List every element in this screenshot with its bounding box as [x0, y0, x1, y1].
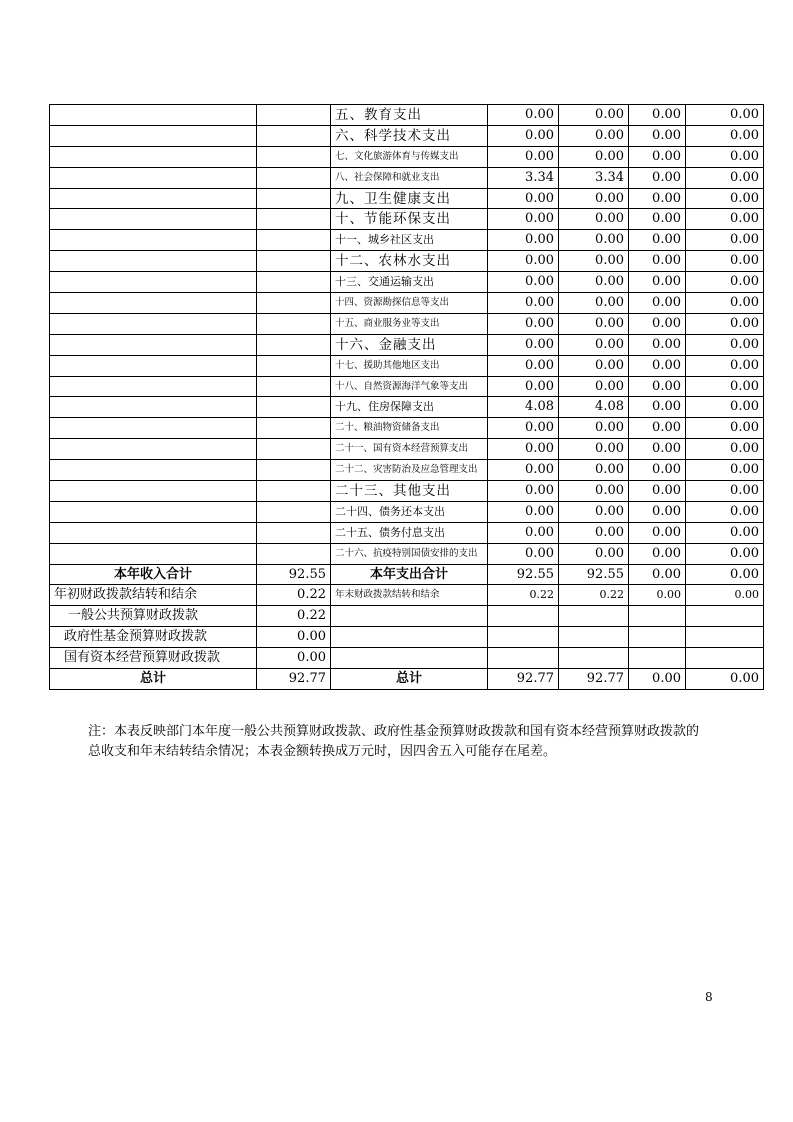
expenditure-value-2: 0.00: [559, 272, 629, 293]
empty-cell: [257, 167, 331, 188]
table-row: [50, 188, 764, 209]
empty-cell: [686, 627, 764, 648]
expenditure-value-1: 0.00: [488, 105, 559, 126]
table-row-income-total: [50, 564, 764, 585]
expenditure-item-label: 六、科学技术支出: [331, 125, 488, 146]
table-row: [50, 105, 764, 126]
table-row-general-budget: [50, 606, 764, 627]
expenditure-value-3: 0.00: [629, 376, 686, 397]
empty-cell: [629, 627, 686, 648]
empty-cell: [559, 627, 629, 648]
expenditure-value-1: 0.00: [488, 209, 559, 230]
expenditure-value-2: 0.00: [559, 418, 629, 439]
table-row: [50, 439, 764, 460]
expenditure-value-4: 0.00: [686, 209, 764, 230]
table-row: [50, 167, 764, 188]
grand-total-value-left: 92.77: [257, 669, 331, 690]
expenditure-value-1: 0.00: [488, 251, 559, 272]
table-row: [50, 125, 764, 146]
empty-cell: [50, 272, 257, 293]
expenditure-value-1: 0.00: [488, 146, 559, 167]
expenditure-value-2: 0.00: [559, 355, 629, 376]
expenditure-value-3: 0.00: [629, 397, 686, 418]
expenditure-value-4: 0.00: [686, 439, 764, 460]
table-row: [50, 313, 764, 334]
expenditure-item-label: 二十、粮油物资储备支出: [331, 418, 488, 439]
empty-cell: [50, 418, 257, 439]
expenditure-value-1: 0.00: [488, 334, 559, 355]
expenditure-item-label: 十二、农林水支出: [331, 251, 488, 272]
expenditure-item-label: 十八、自然资源海洋气象等支出: [331, 376, 488, 397]
grand-total-label-right: 总计: [331, 669, 488, 690]
expenditure-item-label: 十三、交通运输支出: [331, 272, 488, 293]
expenditure-item-label: 九、卫生健康支出: [331, 188, 488, 209]
expenditure-value-1: 0.00: [488, 355, 559, 376]
expenditure-value-1: 0.00: [488, 272, 559, 293]
table-row: [50, 209, 764, 230]
table-note: [88, 722, 728, 762]
expenditure-value-2: 0.00: [559, 251, 629, 272]
empty-cell: [257, 460, 331, 481]
empty-cell: [257, 481, 331, 502]
general-budget-value: 0.22: [257, 606, 331, 627]
beginning-balance-value: 0.22: [257, 585, 331, 606]
expenditure-value-4: 0.00: [686, 501, 764, 522]
expenditure-value-2: 0.00: [559, 209, 629, 230]
empty-cell: [257, 293, 331, 314]
table-row: [50, 230, 764, 251]
table-row-balance: [50, 585, 764, 606]
expenditure-value-1: 0.00: [488, 522, 559, 543]
expenditure-value-4: 0.00: [686, 334, 764, 355]
empty-cell: [50, 125, 257, 146]
expenditure-value-4: 0.00: [686, 481, 764, 502]
empty-cell: [257, 313, 331, 334]
expenditure-value-1: 0.00: [488, 460, 559, 481]
empty-cell: [257, 418, 331, 439]
expenditure-value-4: 0.00: [686, 251, 764, 272]
empty-cell: [50, 543, 257, 564]
empty-cell: [257, 105, 331, 126]
expenditure-value-1: 0.00: [488, 313, 559, 334]
expenditure-value-4: 0.00: [686, 543, 764, 564]
empty-cell: [50, 439, 257, 460]
expense-total-v4: 0.00: [686, 564, 764, 585]
expenditure-value-4: 0.00: [686, 146, 764, 167]
expenditure-value-2: 0.00: [559, 293, 629, 314]
expense-total-v3: 0.00: [629, 564, 686, 585]
expenditure-value-2: 0.00: [559, 125, 629, 146]
expenditure-value-2: 0.00: [559, 501, 629, 522]
empty-cell: [50, 230, 257, 251]
empty-cell: [331, 648, 488, 669]
general-budget-label: 一般公共预算财政拨款: [50, 606, 257, 627]
expenditure-value-1: 0.00: [488, 376, 559, 397]
expenditure-value-3: 0.00: [629, 146, 686, 167]
empty-cell: [331, 606, 488, 627]
empty-cell: [257, 188, 331, 209]
empty-cell: [50, 397, 257, 418]
expense-total-v1: 92.55: [488, 564, 559, 585]
grand-total-v2: 92.77: [559, 669, 629, 690]
expenditure-value-2: 0.00: [559, 439, 629, 460]
expenditure-value-1: 0.00: [488, 439, 559, 460]
note-line-1: 注：本表反映部门本年度一般公共预算财政拨款、政府性基金预算财政拨款和国有资本经营预算财政拨款的: [88, 724, 700, 739]
expenditure-value-4: 0.00: [686, 397, 764, 418]
ending-balance-v1: 0.22: [488, 585, 559, 606]
expenditure-item-label: 二十六、抗疫特别国债安排的支出: [331, 543, 488, 564]
expenditure-value-3: 0.00: [629, 167, 686, 188]
empty-cell: [257, 439, 331, 460]
expenditure-value-2: 0.00: [559, 376, 629, 397]
table-row: [50, 397, 764, 418]
expenditure-value-1: 0.00: [488, 125, 559, 146]
empty-cell: [488, 648, 559, 669]
empty-cell: [257, 522, 331, 543]
expenditure-value-3: 0.00: [629, 418, 686, 439]
expenditure-value-4: 0.00: [686, 460, 764, 481]
gov-fund-value: 0.00: [257, 627, 331, 648]
expenditure-value-4: 0.00: [686, 167, 764, 188]
expenditure-value-2: 0.00: [559, 230, 629, 251]
expenditure-value-1: 0.00: [488, 188, 559, 209]
expenditure-item-label: 二十三、其他支出: [331, 481, 488, 502]
table-row: [50, 481, 764, 502]
table-row: [50, 251, 764, 272]
empty-cell: [686, 606, 764, 627]
table-row: [50, 522, 764, 543]
expenditure-value-2: 4.08: [559, 397, 629, 418]
income-total-value: 92.55: [257, 564, 331, 585]
empty-cell: [50, 209, 257, 230]
expenditure-value-4: 0.00: [686, 125, 764, 146]
expenditure-value-4: 0.00: [686, 418, 764, 439]
empty-cell: [257, 146, 331, 167]
empty-cell: [559, 648, 629, 669]
table-row-grand-total: [50, 669, 764, 690]
empty-cell: [257, 501, 331, 522]
empty-cell: [50, 501, 257, 522]
expenditure-value-2: 0.00: [559, 334, 629, 355]
income-total-label: 本年收入合计: [50, 564, 257, 585]
empty-cell: [50, 293, 257, 314]
expenditure-value-3: 0.00: [629, 188, 686, 209]
expenditure-item-label: 十九、住房保障支出: [331, 397, 488, 418]
expenditure-item-label: 二十四、债务还本支出: [331, 501, 488, 522]
empty-cell: [488, 627, 559, 648]
expenditure-item-label: 十四、资源勘探信息等支出: [331, 293, 488, 314]
expense-total-label: 本年支出合计: [331, 564, 488, 585]
expenditure-item-label: 二十一、国有资本经营预算支出: [331, 439, 488, 460]
expenditure-value-2: 0.00: [559, 146, 629, 167]
expenditure-value-3: 0.00: [629, 293, 686, 314]
empty-cell: [50, 167, 257, 188]
expenditure-value-3: 0.00: [629, 501, 686, 522]
expenditure-value-4: 0.00: [686, 313, 764, 334]
table-row: [50, 376, 764, 397]
expenditure-value-2: 3.34: [559, 167, 629, 188]
expenditure-value-2: 0.00: [559, 543, 629, 564]
empty-cell: [257, 397, 331, 418]
empty-cell: [257, 230, 331, 251]
table-row: [50, 418, 764, 439]
empty-cell: [50, 105, 257, 126]
empty-cell: [257, 251, 331, 272]
expenditure-value-3: 0.00: [629, 522, 686, 543]
expenditure-item-label: 二十二、灾害防治及应急管理支出: [331, 460, 488, 481]
expense-total-v2: 92.55: [559, 564, 629, 585]
table-row: [50, 146, 764, 167]
expenditure-value-1: 4.08: [488, 397, 559, 418]
expenditure-value-3: 0.00: [629, 543, 686, 564]
expenditure-value-3: 0.00: [629, 251, 686, 272]
empty-cell: [50, 334, 257, 355]
expenditure-value-3: 0.00: [629, 209, 686, 230]
table-row: [50, 293, 764, 314]
expenditure-value-2: 0.00: [559, 481, 629, 502]
expenditure-item-label: 十六、金融支出: [331, 334, 488, 355]
expenditure-value-3: 0.00: [629, 272, 686, 293]
grand-total-label-left: 总计: [50, 669, 257, 690]
table-row-state-capital: [50, 648, 764, 669]
expenditure-value-1: 0.00: [488, 501, 559, 522]
empty-cell: [257, 209, 331, 230]
empty-cell: [50, 376, 257, 397]
expenditure-value-3: 0.00: [629, 460, 686, 481]
expenditure-value-3: 0.00: [629, 439, 686, 460]
expenditure-value-3: 0.00: [629, 105, 686, 126]
ending-balance-v2: 0.22: [559, 585, 629, 606]
expenditure-value-1: 0.00: [488, 418, 559, 439]
empty-cell: [257, 355, 331, 376]
table-row: [50, 355, 764, 376]
empty-cell: [50, 355, 257, 376]
expenditure-value-2: 0.00: [559, 105, 629, 126]
empty-cell: [331, 627, 488, 648]
empty-cell: [50, 522, 257, 543]
expenditure-value-2: 0.00: [559, 460, 629, 481]
expenditure-value-2: 0.00: [559, 188, 629, 209]
expenditure-item-label: 十一、城乡社区支出: [331, 230, 488, 251]
empty-cell: [629, 606, 686, 627]
table-row-gov-fund: [50, 627, 764, 648]
empty-cell: [257, 125, 331, 146]
state-capital-value: 0.00: [257, 648, 331, 669]
expenditure-value-2: 0.00: [559, 313, 629, 334]
expenditure-value-2: 0.00: [559, 522, 629, 543]
table-body: [50, 105, 764, 690]
budget-table: [49, 104, 764, 690]
expenditure-value-3: 0.00: [629, 481, 686, 502]
expenditure-value-4: 0.00: [686, 105, 764, 126]
ending-balance-v3: 0.00: [629, 585, 686, 606]
expenditure-value-4: 0.00: [686, 293, 764, 314]
expenditure-value-1: 0.00: [488, 230, 559, 251]
empty-cell: [257, 376, 331, 397]
empty-cell: [257, 543, 331, 564]
empty-cell: [686, 648, 764, 669]
empty-cell: [50, 460, 257, 481]
expenditure-value-3: 0.00: [629, 125, 686, 146]
expenditure-value-4: 0.00: [686, 376, 764, 397]
expenditure-item-label: 五、教育支出: [331, 105, 488, 126]
empty-cell: [257, 272, 331, 293]
expenditure-value-1: 0.00: [488, 543, 559, 564]
expenditure-value-3: 0.00: [629, 334, 686, 355]
table-row: [50, 334, 764, 355]
table-row: [50, 272, 764, 293]
expenditure-item-label: 二十五、债务付息支出: [331, 522, 488, 543]
table-row: [50, 460, 764, 481]
empty-cell: [629, 648, 686, 669]
ending-balance-v4: 0.00: [686, 585, 764, 606]
grand-total-v1: 92.77: [488, 669, 559, 690]
expenditure-item-label: 十七、援助其他地区支出: [331, 355, 488, 376]
page-number: 8: [705, 990, 713, 1004]
empty-cell: [50, 188, 257, 209]
expenditure-value-4: 0.00: [686, 230, 764, 251]
empty-cell: [50, 313, 257, 334]
state-capital-label: 国有资本经营预算财政拨款: [50, 648, 257, 669]
grand-total-v3: 0.00: [629, 669, 686, 690]
empty-cell: [50, 481, 257, 502]
expenditure-value-3: 0.00: [629, 355, 686, 376]
expenditure-item-label: 八、社会保障和就业支出: [331, 167, 488, 188]
empty-cell: [488, 606, 559, 627]
expenditure-value-3: 0.00: [629, 230, 686, 251]
expenditure-value-3: 0.00: [629, 313, 686, 334]
empty-cell: [50, 251, 257, 272]
expenditure-value-4: 0.00: [686, 188, 764, 209]
expenditure-value-4: 0.00: [686, 272, 764, 293]
empty-cell: [257, 334, 331, 355]
empty-cell: [559, 606, 629, 627]
expenditure-value-1: 0.00: [488, 481, 559, 502]
expenditure-item-label: 十、节能环保支出: [331, 209, 488, 230]
ending-balance-label: 年末财政拨款结转和结余: [331, 585, 488, 606]
grand-total-v4: 0.00: [686, 669, 764, 690]
empty-cell: [50, 146, 257, 167]
expenditure-value-1: 0.00: [488, 293, 559, 314]
note-line-2: 总收支和年末结转结余情况；本表金额转换成万元时，因四舍五入可能存在尾差。: [88, 744, 557, 759]
beginning-balance-label: 年初财政拨款结转和结余: [50, 585, 257, 606]
expenditure-value-4: 0.00: [686, 522, 764, 543]
table-row: [50, 501, 764, 522]
expenditure-value-1: 3.34: [488, 167, 559, 188]
expenditure-item-label: 十五、商业服务业等支出: [331, 313, 488, 334]
table-row: [50, 543, 764, 564]
gov-fund-label: 政府性基金预算财政拨款: [50, 627, 257, 648]
expenditure-item-label: 七、文化旅游体育与传媒支出: [331, 146, 488, 167]
expenditure-value-4: 0.00: [686, 355, 764, 376]
